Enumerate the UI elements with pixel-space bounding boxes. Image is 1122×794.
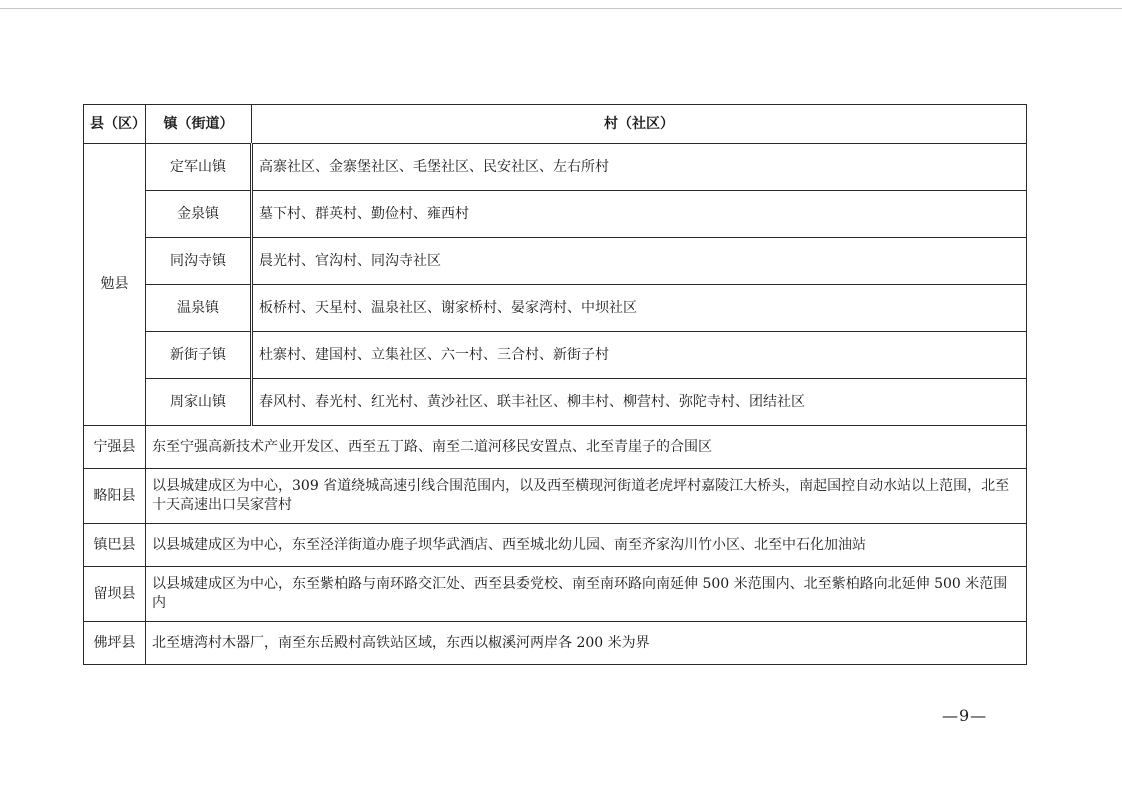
villages-cell: 杜寨村、建国村、立集社区、六一村、三合村、新街子村 bbox=[252, 332, 1027, 379]
town-cell: 定军山镇 bbox=[146, 144, 252, 191]
scope-cell: 以县城建成区为中心，东至紫柏路与南环路交汇处、西至县委党校、南至南环路向南延伸 500 米范围内、北至紫柏路向北延伸 500 米范围内 bbox=[146, 567, 1027, 622]
page-top-edge bbox=[0, 8, 1122, 9]
page-number: —9— bbox=[942, 706, 988, 725]
scope-cell: 东至宁强高新技术产业开发区、西至五丁路、南至二道河移民安置点、北至青崖子的合围区 bbox=[146, 426, 1027, 469]
table-row bbox=[84, 191, 1027, 238]
town-cell: 周家山镇 bbox=[146, 379, 252, 426]
town-cell: 金泉镇 bbox=[146, 191, 252, 238]
scope-cell: 以县城建成区为中心，309 省道绕城高速引线合围范围内，以及西至横现河街道老虎坪村嘉陵江大桥头，南起国控自动水站以上范围，北至十天高速出口吴家营村 bbox=[146, 469, 1027, 524]
table-row bbox=[84, 144, 1027, 191]
scope-cell: 北至塘湾村木器厂，南至东岳殿村高铁站区域，东西以椒溪河两岸各 200 米为界 bbox=[146, 622, 1027, 665]
villages-cell: 晨光村、官沟村、同沟寺社区 bbox=[252, 238, 1027, 285]
table-row bbox=[84, 285, 1027, 332]
scope-cell: 以县城建成区为中心，东至泾洋街道办鹿子坝华武酒店、西至城北幼儿园、南至齐家沟川竹小区、北至中石化加油站 bbox=[146, 524, 1027, 567]
town-cell: 同沟寺镇 bbox=[146, 238, 252, 285]
header-county: 县（区） bbox=[84, 105, 146, 144]
county-cell: 佛坪县 bbox=[84, 622, 146, 665]
table-row bbox=[84, 622, 1027, 665]
villages-cell: 墓下村、群英村、勤俭村、雍西村 bbox=[252, 191, 1027, 238]
county-cell: 略阳县 bbox=[84, 469, 146, 524]
villages-cell: 板桥村、天星村、温泉社区、谢家桥村、晏家湾村、中坝社区 bbox=[252, 285, 1027, 332]
villages-cell: 春风村、春光村、红光村、黄沙社区、联丰社区、柳丰村、柳营村、弥陀寺村、团结社区 bbox=[252, 379, 1027, 426]
county-cell: 留坝县 bbox=[84, 567, 146, 622]
county-cell-mian: 勉县 bbox=[84, 144, 146, 426]
table-row bbox=[84, 332, 1027, 379]
table-header-row bbox=[84, 105, 1027, 144]
header-villages: 村（社区） bbox=[252, 105, 1027, 144]
table-row bbox=[84, 567, 1027, 622]
table-row bbox=[84, 426, 1027, 469]
town-cell: 新街子镇 bbox=[146, 332, 252, 379]
district-scope-table bbox=[83, 104, 1027, 665]
table-row bbox=[84, 524, 1027, 567]
header-town: 镇（街道） bbox=[146, 105, 252, 144]
county-cell: 镇巴县 bbox=[84, 524, 146, 567]
town-cell: 温泉镇 bbox=[146, 285, 252, 332]
table-row bbox=[84, 238, 1027, 285]
villages-cell: 高寨社区、金寨堡社区、毛堡社区、民安社区、左右所村 bbox=[252, 144, 1027, 191]
county-cell: 宁强县 bbox=[84, 426, 146, 469]
table-row bbox=[84, 379, 1027, 426]
table-row bbox=[84, 469, 1027, 524]
